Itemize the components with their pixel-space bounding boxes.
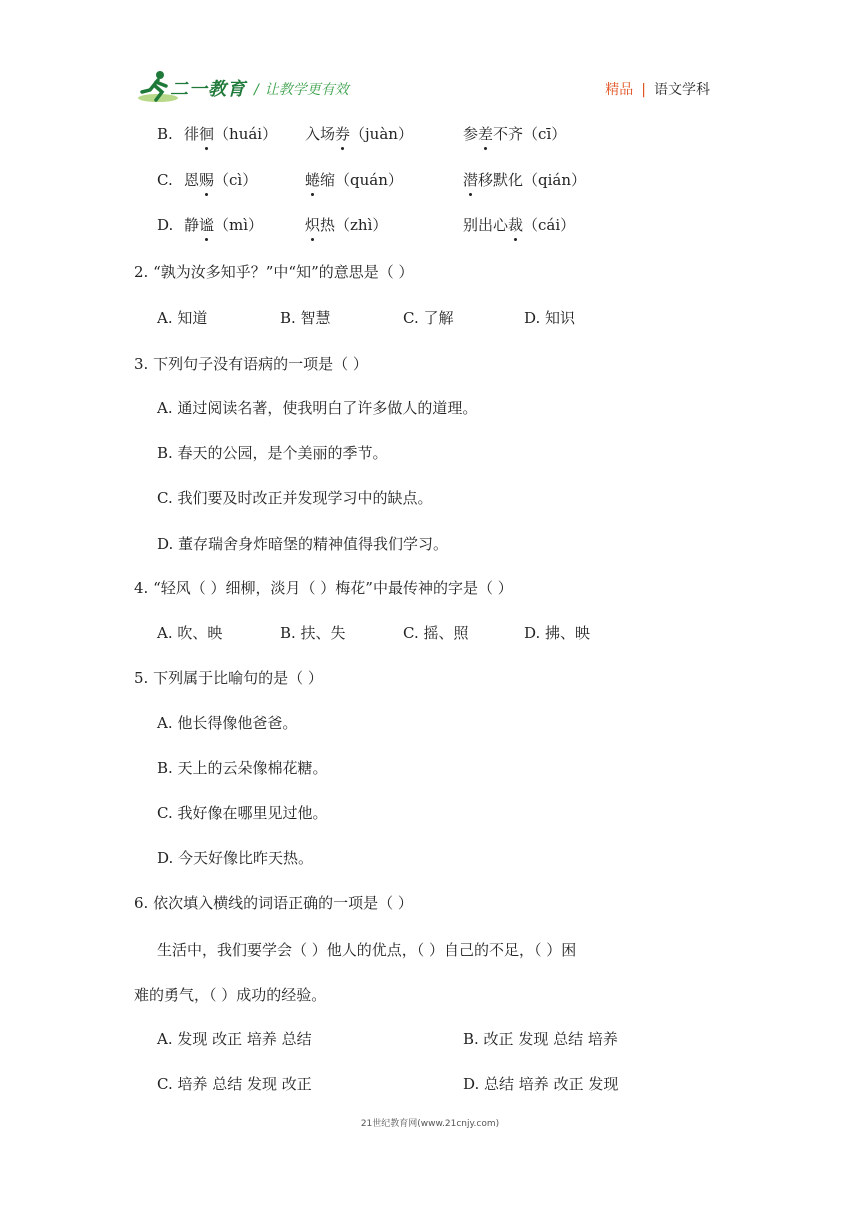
word-part-before: 恩 — [184, 171, 200, 189]
slogan-slash: / — [254, 82, 259, 98]
word-part-pinyin: （huái） — [214, 125, 278, 143]
word-part-before: 入场 — [305, 125, 336, 143]
emphasized-char: 差 — [478, 125, 494, 143]
q5-option-b: B. 天上的云朵像棉花糖。 — [157, 759, 328, 777]
word-part-pinyin: （cī） — [523, 125, 567, 143]
question-6-stem: 6. 依次填入横线的词语正确的一项是（ ） — [134, 894, 413, 912]
q1-word-item — [184, 124, 277, 144]
q3-option-a: A. 通过阅读名著，使我明白了许多做人的道理。 — [157, 399, 478, 417]
word-part-pinyin: （cái） — [523, 216, 576, 234]
question-5-stem: 5. 下列属于比喻句的是（ ） — [134, 669, 323, 687]
word-part-before: 静 — [184, 216, 200, 234]
q2-option-a: A. 知道 — [157, 309, 208, 327]
word-part-before: 参 — [463, 125, 479, 143]
q2-option-c: C. 了解 — [403, 309, 454, 327]
badge-jingpin: 精品 — [605, 82, 634, 98]
word-part-after: 移默化 — [478, 171, 524, 189]
q3-option-b: B. 春天的公园，是个美丽的季节。 — [157, 444, 388, 462]
word-part-pinyin: （cì） — [214, 171, 258, 189]
q1-word-item — [305, 170, 403, 190]
q1-word-item — [184, 215, 263, 235]
q6-option-c: C. 培养 总结 发现 改正 — [157, 1075, 312, 1093]
emphasized-char: 赐 — [199, 171, 215, 189]
word-part-pinyin: （zhì） — [335, 216, 388, 234]
q3-option-d: D. 董存瑞舍身炸暗堡的精神值得我们学习。 — [157, 535, 449, 553]
q3-option-c: C. 我们要及时改正并发现学习中的缺点。 — [157, 489, 433, 507]
q5-option-d: D. 今天好像比昨天热。 — [157, 849, 314, 867]
q1-word-item — [463, 170, 586, 190]
q1-option-letter: D. — [157, 216, 174, 234]
emphasized-char: 炽 — [305, 216, 321, 234]
emphasized-char: 潜 — [463, 171, 479, 189]
q4-option-a: A. 吹、映 — [157, 624, 223, 642]
logo-text: 二一教育 — [170, 79, 246, 100]
emphasized-char: 徊 — [199, 125, 215, 143]
slogan — [254, 79, 349, 99]
header-divider: | — [641, 82, 646, 98]
q1-word-item — [305, 124, 413, 144]
q6-option-b: B. 改正 发现 总结 培养 — [463, 1030, 618, 1048]
page-header — [0, 0, 860, 110]
q4-option-d: D. 拂、映 — [524, 624, 591, 642]
q4-option-c: C. 摇、照 — [403, 624, 469, 642]
subject-label: 语文学科 — [654, 82, 710, 98]
emphasized-char: 谧 — [199, 216, 215, 234]
q6-passage-line-1: 生活中，我们要学会（ ）他人的优点，（ ）自己的不足，（ ）困 — [157, 941, 577, 959]
word-part-before: 徘 — [184, 125, 200, 143]
q2-option-b: B. 智慧 — [280, 309, 331, 327]
word-part-pinyin: （juàn） — [350, 125, 413, 143]
emphasized-char: 蜷 — [305, 171, 321, 189]
header-subject — [605, 79, 710, 99]
q5-option-c: C. 我好像在哪里见过他。 — [157, 804, 328, 822]
question-4-stem: 4. “轻风（ ）细柳，淡月（ ）梅花”中最传神的字是（ ） — [134, 579, 513, 597]
word-part-after: 热 — [320, 216, 336, 234]
q1-word-item — [184, 170, 257, 190]
q6-passage-line-2: 难的勇气，（ ）成功的经验。 — [134, 986, 327, 1004]
q6-option-d: D. 总结 培养 改正 发现 — [463, 1075, 619, 1093]
word-part-pinyin: （qián） — [523, 171, 587, 189]
emphasized-char: 裁 — [508, 216, 524, 234]
q5-option-a: A. 他长得像他爸爸。 — [157, 714, 298, 732]
word-part-pinyin: （quán） — [335, 171, 403, 189]
q2-option-d: D. 知识 — [524, 309, 576, 327]
q1-option-letter: B. — [157, 125, 173, 143]
emphasized-char: 券 — [335, 125, 351, 143]
slogan-text: 让教学更有效 — [264, 82, 349, 98]
question-2-stem: 2. “孰为汝多知乎？”中“知”的意思是（ ） — [134, 263, 414, 281]
question-3-stem: 3. 下列句子没有语病的一项是（ ） — [134, 355, 368, 373]
q6-option-a: A. 发现 改正 培养 总结 — [157, 1030, 312, 1048]
word-part-after: 不齐 — [493, 125, 524, 143]
q1-word-item — [463, 215, 575, 235]
q1-word-item — [305, 215, 387, 235]
word-part-after: 缩 — [320, 171, 336, 189]
word-part-before: 别出心 — [463, 216, 509, 234]
q1-word-item — [463, 124, 566, 144]
word-part-pinyin: （mì） — [214, 216, 264, 234]
q4-option-b: B. 扶、失 — [280, 624, 346, 642]
q1-option-letter: C. — [157, 171, 173, 189]
page-footer: 21世纪教育网(www.21cnjy.com) — [360, 1119, 500, 1129]
